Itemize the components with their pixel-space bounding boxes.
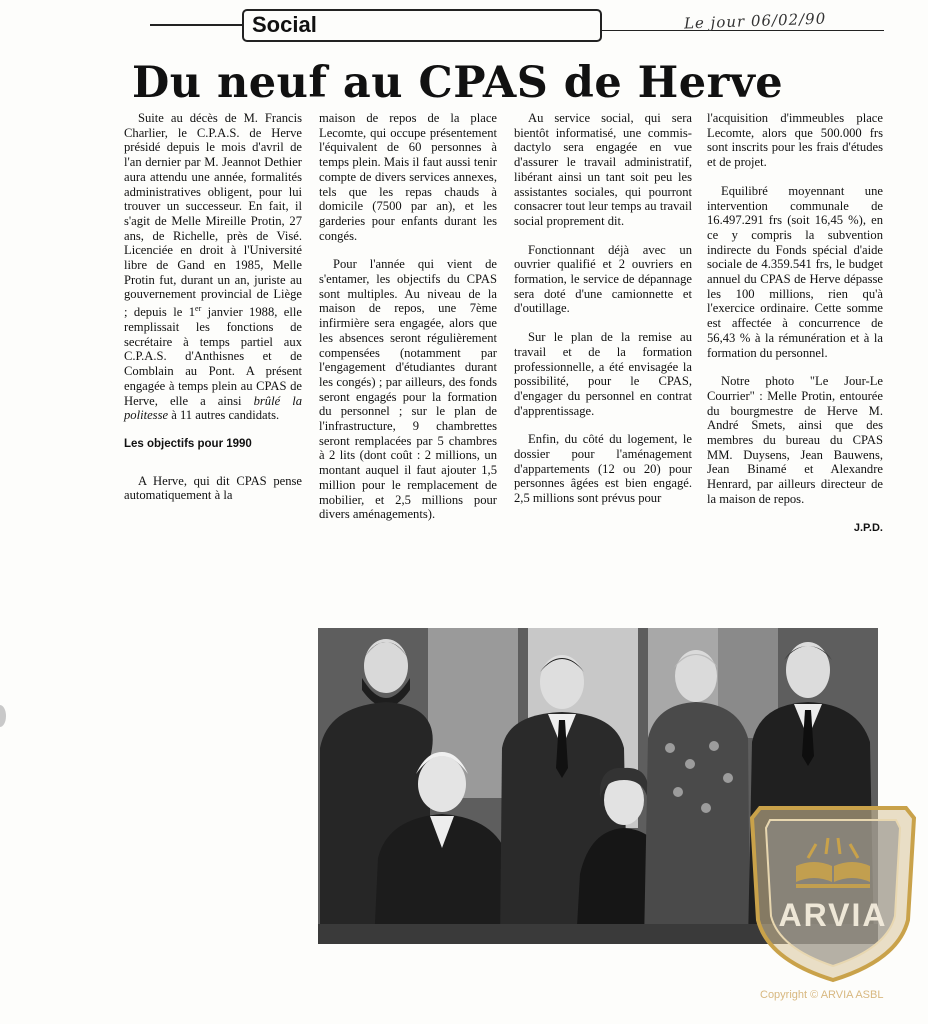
punch-hole — [0, 705, 6, 727]
paragraph: Au service social, qui sera bientôt informatisé, une commis-dactylo sera engagée en vue d'assurer le travail administratif, libérant ainsi un tant soit peu les assistantes sociales, qui pourront consacrer tout leur temps au travail social proprement dit. — [514, 111, 692, 228]
paragraph: maison de repos de la place Lecomte, qui occupe présentement l'équivalent de 60 personnes à temps plein. Mais il faut aussi tenir compte de divers services annexes, tels que les repas chauds à domicile (7500 par an), et les garderies pour enfants durant les congés. — [319, 111, 497, 243]
handwritten-date-note: Le jour 06/02/90 — [683, 9, 827, 33]
paragraph: Enfin, du côté du logement, le dossier pour l'aménagement d'appartements (12 ou 20) pour personnes âgées est bien engagé. 2,5 millions sont prévus pour — [514, 432, 692, 506]
paragraph: Suite au décès de M. Francis Charlier, le C.P.A.S. de Herve présidé depuis le mois d'avril de l'an dernier par M. Jeannot Dethier aura attendu une année, formalités administratives obligent, pour lui trouver un successeur. En fait, il s'agit de Melle Mireille Protin, 27 ans, de Richelle, près de Visé. Licenciée en droit à l'Université libre de Gand en 1985, Melle Protin fut, durant un an, juriste au gouvernement provincial de Liège ; depuis le 1er janvier 1988, elle remplissait les fonctions de secrétaire à temps partiel aux C.P.A.S. d'Anthisnes et de Comblain au Pont. A présent engagée à temps plein au CPAS de Herve, elle a ainsi brûlé la politesse à 11 autres candidats. — [124, 111, 303, 423]
header-rule-left — [150, 24, 242, 26]
copyright-notice: Copyright © ARVIA ASBL — [760, 989, 884, 1001]
paragraph: Pour l'année qui vient de s'entamer, les objectifs du CPAS sont multiples. Au niveau de la maison de repos, une 7ème infirmière sera engagée, alors que les absences seront régulièrement compensées (notamment par l'engagement d'étudiantes durant les congés) ; par ailleurs, des fonds seront engagés pour la formation du personnel ; sur le plan de l'infrastructure, 9 chambrettes seront remplacées par 5 chambres à 2 lits (dont coût : 2 millions, un montant auquel il faut ajouter 1,5 million pour le remplacement de mobilier, et 2,5 millions pour divers aménagements). — [319, 257, 497, 522]
watermark-logo-text: ARVIA — [778, 897, 888, 933]
article-column-1 — [124, 111, 302, 517]
arvia-watermark — [748, 800, 918, 984]
article-headline: Du neuf au CPAS de Herve — [132, 58, 784, 108]
paragraph: Fonctionnant déjà avec un ouvrier qualifié et 2 ouvriers en formation, le service de dépannage sera doté d'une camionnette et d'outillage. — [514, 242, 692, 316]
rubric-box — [242, 9, 602, 42]
paragraph: A Herve, qui dit CPAS pense automatiquement à la — [124, 473, 302, 503]
paragraph: Sur le plan de la remise au travail et de la formation professionnelle, a été envisagée la possibilité, pour le CPAS, d'engager du personnel en contrat d'apprentissage. — [514, 330, 692, 418]
rubric-label: Social — [252, 12, 317, 37]
article-column-4 — [707, 111, 883, 549]
paragraph: Equilibré moyennant une intervention communale de 16.497.291 frs (soit 16,45 %), en ce y compris la subvention indirecte du Fonds spécial d'aide sociale de 4.359.541 frs, le budget annuel du CPAS de Herve dépasse les 100 millions, rien qu'à l'exercice ordinaire. Cette somme est affectée à concurrence de 56,43 % à la rémunération et à la formation du personnel. — [707, 183, 883, 360]
author-signature: J.P.D. — [853, 521, 883, 534]
paragraph: Notre photo "Le Jour-Le Courrier" : Melle Protin, entourée du bourgmestre de Herve M. André Smets, ainsi que des membres du bureau du CPAS MM. Duysens, Jean Bauwens, Jean Binamé et Alexandre Henrard, par ailleurs directeur de la maison de repos. — [707, 374, 883, 506]
article-column-3 — [514, 111, 692, 520]
section-subheading: Les objectifs pour 1990 — [124, 437, 252, 450]
article-column-2 — [319, 111, 497, 536]
paragraph: l'acquisition d'immeubles place Lecomte, alors que 500.000 frs sont inscrits pour les frais d'études et de projet. — [707, 111, 883, 170]
